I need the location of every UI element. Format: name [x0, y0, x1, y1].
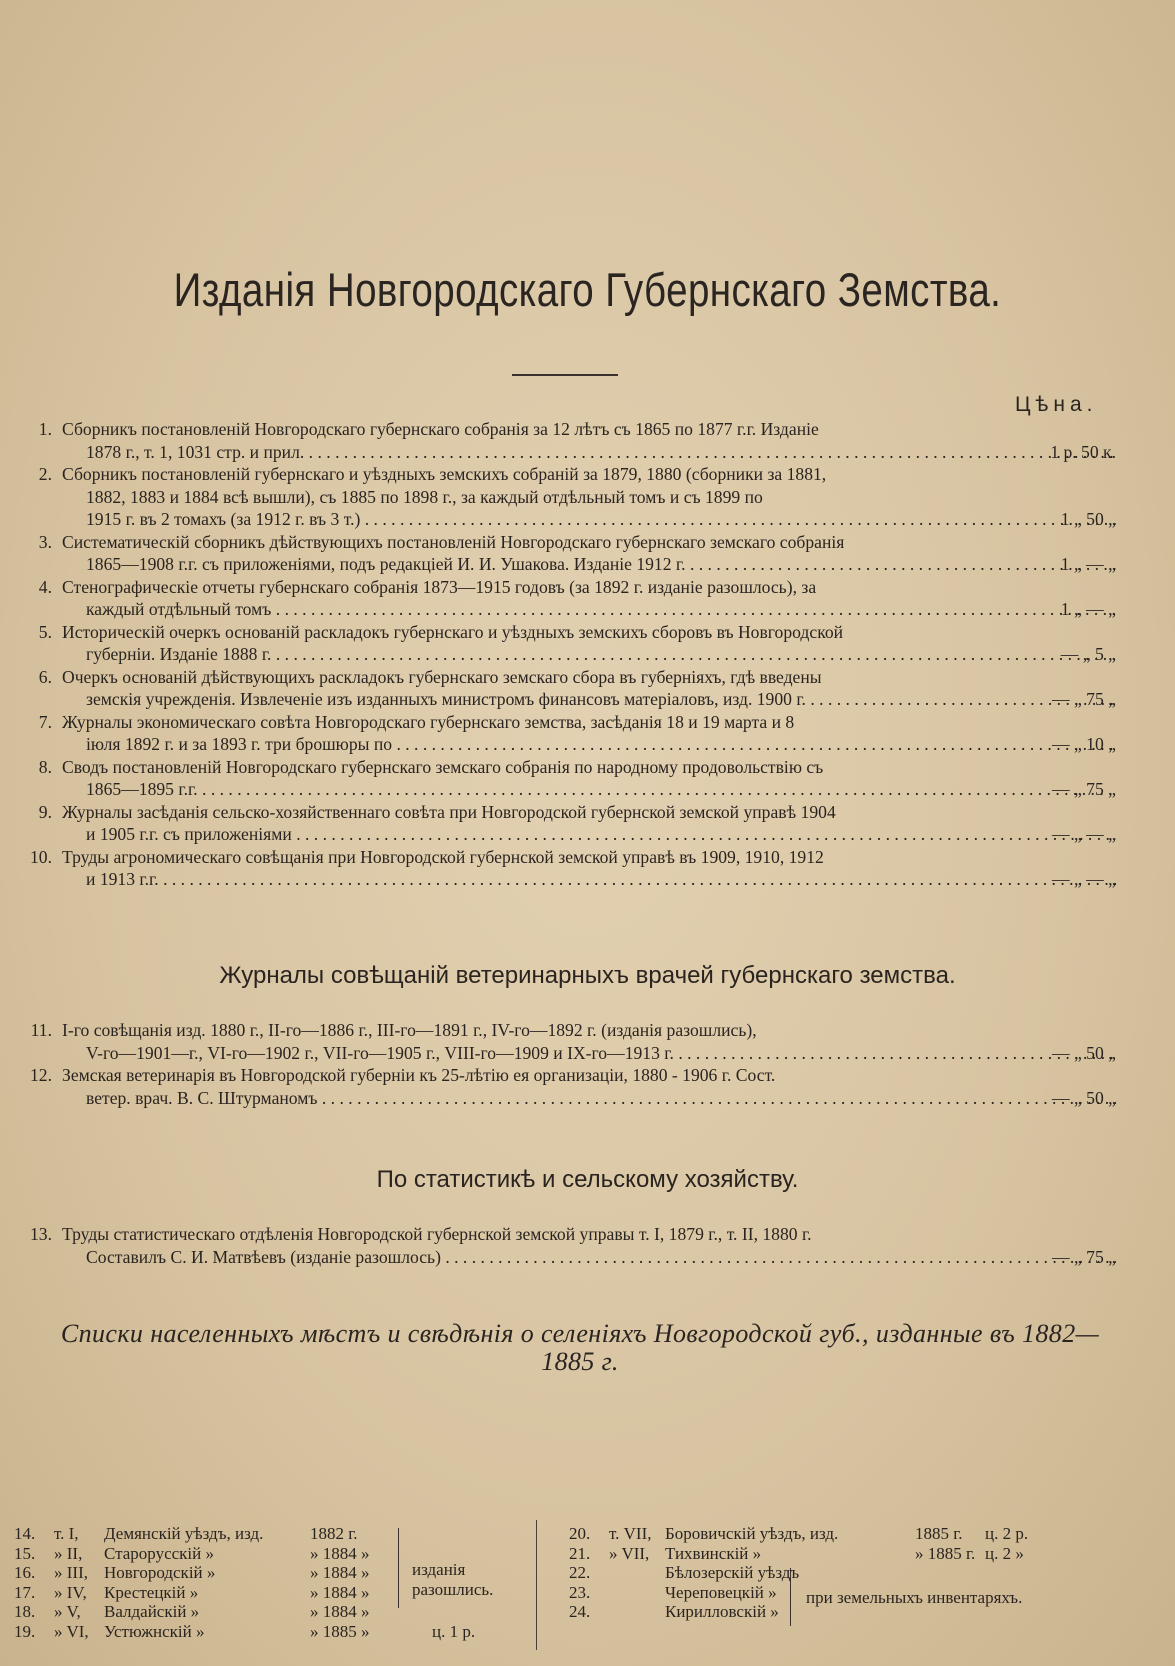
- entry-price: — „ — „: [1051, 824, 1116, 844]
- entry-text: земскія учрежденія. Извлеченіе изъ изданныхъ министромъ финансовъ матеріаловъ, изд. 1900 г.: [86, 689, 806, 709]
- list-year: 1885 г.: [915, 1524, 963, 1543]
- entry-price: 1 „ 50 „: [1060, 509, 1116, 529]
- list-name: Тихвинскій »: [665, 1543, 762, 1563]
- entry-text-line: [52, 576, 1116, 599]
- list-num: 24.: [569, 1602, 591, 1621]
- entry-text-line: [52, 733, 1116, 756]
- list-vol: » III,: [54, 1563, 88, 1582]
- entry-price: 1 р. 50 к.: [1050, 441, 1116, 462]
- statistics-list: [16, 1223, 1116, 1268]
- title-rule: [512, 374, 618, 376]
- note-land-inventories: при земельныхъ инвентаряхъ.: [806, 1588, 1023, 1607]
- list-name: Боровичскій уѣздъ, изд.: [665, 1524, 839, 1543]
- publication-entry: [16, 756, 1116, 801]
- column-divider: [536, 1520, 537, 1650]
- entry-price: — „ 50 „: [1051, 1042, 1116, 1063]
- list-vol: » VI,: [54, 1621, 89, 1641]
- entry-number: 2.: [38, 464, 52, 484]
- entry-text-line: [52, 846, 1116, 869]
- publication-entry: [16, 846, 1116, 891]
- list-num: 15.: [14, 1543, 36, 1563]
- list-year: » 1884 »: [310, 1563, 370, 1582]
- list-vol: » IV,: [54, 1582, 87, 1602]
- entry-text-line: [52, 418, 1116, 441]
- entry-text-line: [52, 1019, 1116, 1042]
- entry-number: 12.: [30, 1065, 52, 1085]
- entry-text: V-го—1901—г., VI-го—1902 г., VII-го—1905 г., VIII-го—1909 и IX-го—1913 г.: [86, 1042, 674, 1063]
- section-statistics-heading: По статистикѣ и сельскому хозяйству.: [376, 1166, 799, 1193]
- entry-text-line: [52, 1042, 1116, 1065]
- publication-entry: [16, 1223, 1116, 1268]
- entry-text: Сводъ постановленій Новгородскаго губернскаго земскаго собранія по народному продовольствію съ: [62, 756, 824, 777]
- entry-number: 8.: [38, 756, 52, 777]
- publication-entry: [16, 1064, 1116, 1109]
- entry-text: Журналы экономическаго совѣта Новгородскаго губернскаго земства, засѣданія 18 и 19 марта и 8: [62, 711, 795, 732]
- list-num: 17.: [14, 1582, 36, 1602]
- publication-entry: [16, 531, 1116, 576]
- entry-text-line: [52, 823, 1116, 846]
- list-num: 14.: [14, 1524, 36, 1543]
- entry-text-line: [52, 643, 1116, 666]
- list-name: Череповецкій »: [665, 1582, 777, 1602]
- entry-text: I-го совѣщанія изд. 1880 г., II-го—1886 г., III-го—1891 г., IV-го—1892 г. (изданія разошлись),: [62, 1020, 757, 1040]
- entry-number: 5.: [38, 621, 52, 642]
- entry-price: — „ — „: [1051, 869, 1116, 889]
- list-num: 20.: [569, 1524, 591, 1543]
- entry-text-line: [52, 1246, 1116, 1269]
- list-num: 22.: [569, 1563, 591, 1582]
- note-price-vol-6: ц. 1 р.: [432, 1622, 476, 1641]
- entry-text: Труды агрономическаго совѣщанія при Новгородской губернской земской управѣ въ 1909, 1910, 1912: [62, 846, 824, 867]
- entry-price: 1 „ — „: [1060, 599, 1116, 619]
- note-out-of-print: изданія разошлись.: [412, 1560, 494, 1599]
- list-num: 21.: [569, 1543, 591, 1563]
- entry-text: Сборникъ постановленій Новгородскаго губернскаго собранія за 12 лѣтъ съ 1865 по 1877 г.г. Изданіе: [62, 419, 819, 439]
- entry-text: Систематическій сборникъ дѣйствующихъ постановленій Новгородскаго губернскаго земскаго собранія: [62, 531, 845, 552]
- list-year: » 1885 »: [310, 1621, 370, 1641]
- settlement-list-row: [569, 1563, 1109, 1583]
- list-vol: » II,: [54, 1543, 83, 1563]
- list-vol: » VII,: [609, 1543, 650, 1563]
- entry-text-line: [52, 778, 1116, 801]
- entry-text-line: [52, 1064, 1116, 1087]
- entry-text-line: [52, 598, 1116, 621]
- list-year: » 1884 »: [310, 1543, 370, 1563]
- entry-price: 1 „ — „: [1060, 554, 1116, 574]
- settlement-list-row: [569, 1544, 1109, 1564]
- list-name: Кирилловскій »: [665, 1602, 779, 1621]
- entry-text: Земская ветеринарія въ Новгородской губерніи къ 25-лѣтію ея организаціи, 1880 - 1906 г. Сост.: [62, 1065, 776, 1085]
- list-name: Крестецкій »: [104, 1582, 199, 1602]
- entry-text-line: [52, 508, 1116, 531]
- veterinary-list: [16, 1019, 1116, 1109]
- entry-text-line: [52, 463, 1116, 486]
- entry-text: Журналы засѣданія сельско-хозяйственнаго совѣта при Новгородской губернской земской управѣ 1904: [62, 801, 836, 822]
- list-num: 23.: [569, 1582, 591, 1602]
- entry-number: 13.: [30, 1224, 52, 1244]
- list-vol: т. VII,: [609, 1524, 652, 1543]
- entry-price: — „ 75 „: [1051, 689, 1116, 709]
- entry-text: и 1913 г.г.: [86, 869, 159, 889]
- settlement-list-row: [14, 1602, 534, 1622]
- entry-number: 7.: [38, 711, 52, 732]
- list-year: » 1884 »: [310, 1602, 370, 1621]
- entry-text: Стенографическіе отчеты губернскаго собранія 1873—1915 годовъ (за 1892 г. изданіе разошлось), за: [62, 576, 817, 597]
- entry-text-line: [52, 1087, 1116, 1110]
- entry-text: ветер. врач. В. С. Штурманомъ: [86, 1087, 318, 1108]
- entry-number: 6.: [38, 666, 52, 687]
- entry-text: 1882, 1883 и 1884 всѣ вышли), съ 1885 по 1898 г., за каждый отдѣльный томъ и съ 1899 по: [86, 486, 763, 507]
- list-name: Демянскій уѣздъ, изд.: [104, 1524, 264, 1543]
- price-column-header: Цѣна.: [1015, 393, 1098, 416]
- entry-price: — „ 10 „: [1051, 734, 1116, 754]
- list-name: Валдайскій »: [104, 1602, 200, 1621]
- list-vol: » V,: [54, 1602, 81, 1621]
- entry-text: Очеркъ основаній дѣйствующихъ раскладокъ губернскаго земскаго сбора въ губерніяхъ, гдѣ введены: [62, 666, 822, 687]
- list-year: 1882 г.: [310, 1524, 358, 1543]
- entry-text-line: [52, 486, 1116, 509]
- entry-text: и 1905 г.г. съ приложеніями: [86, 824, 292, 844]
- entry-price: — „ 50 „: [1051, 1087, 1116, 1108]
- list-name: Новгородскій »: [104, 1563, 216, 1582]
- entry-text: 1865—1895 г.г.: [86, 779, 198, 799]
- publications-list: [16, 418, 1116, 891]
- entry-text-line: [52, 441, 1116, 464]
- entry-number: 9.: [38, 801, 52, 822]
- list-num: 16.: [14, 1563, 36, 1582]
- entry-number: 11.: [30, 1020, 52, 1040]
- list-year: » 1884 »: [310, 1582, 370, 1602]
- entry-price: — „ 75 „: [1051, 779, 1116, 799]
- entry-text-line: [52, 801, 1116, 824]
- entry-text-line: [52, 711, 1116, 734]
- entry-text-line: [52, 531, 1116, 554]
- entry-text: Составилъ С. И. Матвѣевъ (изданіе разошлось): [86, 1246, 441, 1267]
- entry-text-line: [52, 868, 1116, 891]
- list-price: ц. 2 р.: [985, 1524, 1029, 1543]
- list-name: Старорусскій »: [104, 1543, 214, 1563]
- entry-text: 1878 г., т. 1, 1031 стр. и прил.: [86, 441, 305, 462]
- entry-text-line: [52, 688, 1116, 711]
- entry-text: іюля 1892 г. и за 1893 г. три брошюры по: [86, 734, 393, 754]
- entry-number: 4.: [38, 576, 52, 597]
- page-title: Изданія Новгородскаго Губернскаго Земства.: [173, 263, 1002, 316]
- publication-entry: [16, 666, 1116, 711]
- entry-text-line: [52, 1223, 1116, 1246]
- list-name: Бѣлозерскій уѣздъ: [665, 1563, 800, 1582]
- entry-text: каждый отдѣльный томъ: [86, 599, 272, 619]
- settlement-list-row: [569, 1524, 1109, 1544]
- publication-entry: [16, 1019, 1116, 1064]
- entry-price: — „ 5 „: [1060, 644, 1116, 664]
- publication-entry: [16, 801, 1116, 846]
- list-num: 18.: [14, 1602, 36, 1621]
- entry-price: — „ 75 „: [1051, 1246, 1116, 1267]
- entry-text: губерніи. Изданіе 1888 г.: [86, 644, 272, 664]
- list-num: 19.: [14, 1621, 36, 1641]
- entry-number: 1.: [38, 419, 52, 439]
- entry-text-line: [52, 756, 1116, 779]
- entry-text-line: [52, 553, 1116, 576]
- entry-text: 1915 г. въ 2 томахъ (за 1912 г. въ 3 т.): [86, 509, 361, 529]
- list-price: ц. 2 »: [985, 1543, 1024, 1563]
- entry-text-line: [52, 621, 1116, 644]
- list-year: » 1885 г.: [915, 1543, 976, 1563]
- publication-entry: [16, 621, 1116, 666]
- list-vol: т. I,: [54, 1524, 79, 1543]
- publication-entry: [16, 463, 1116, 531]
- entry-text: Историческій очеркъ основаній раскладокъ губернскаго и уѣздныхъ земскихъ сборовъ въ Новгородской: [62, 621, 844, 642]
- entry-text-line: [52, 666, 1116, 689]
- section-veterinary-heading: Журналы совѣщаній ветеринарныхъ врачей губернскаго земства.: [219, 962, 956, 989]
- brace-right: [790, 1568, 791, 1626]
- entry-number: 3.: [38, 531, 52, 552]
- entry-text: 1865—1908 г.г. съ приложеніями, подъ редакціей И. И. Ушакова. Изданіе 1912 г.: [86, 554, 686, 574]
- publication-entry: [16, 711, 1116, 756]
- section-settlement-lists-heading: Списки населенныхъ мѣстъ и свѣдѣнія о селеніяхъ Новгородской губ., изданные въ 1882—1885 г.: [60, 1319, 1100, 1376]
- brace-left: [398, 1528, 399, 1608]
- list-name: Устюжнскій »: [104, 1621, 205, 1641]
- entry-text: Сборникъ постановленій губернскаго и уѣздныхъ земскихъ собраній за 1879, 1880 (сборники за 1881,: [62, 464, 827, 484]
- settlement-list-row: [14, 1524, 534, 1544]
- publication-entry: [16, 418, 1116, 463]
- entry-text: Труды статистическаго отдѣленія Новгородской губернской земской управы т. I, 1879 г., т. II, 1880 г.: [62, 1224, 812, 1244]
- publication-entry: [16, 576, 1116, 621]
- entry-number: 10.: [30, 846, 52, 867]
